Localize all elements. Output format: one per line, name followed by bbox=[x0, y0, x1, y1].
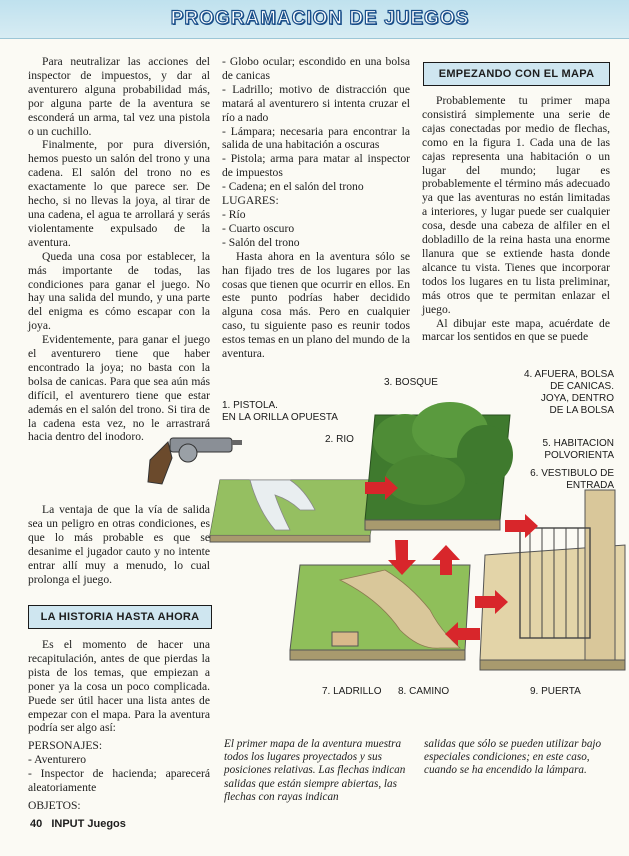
column-2 bbox=[222, 55, 410, 361]
page-title: PROGRAMACION DE JUEGOS bbox=[170, 8, 470, 29]
label-pistola: 1. PISTOLA. bbox=[222, 400, 278, 411]
label-habitacion: 5. HABITACION bbox=[542, 438, 614, 449]
list-heading: LUGARES: bbox=[222, 194, 279, 208]
list-item: - Cadena; en el salón del trono bbox=[222, 180, 364, 194]
label-pistola: EN LA ORILLA OPUESTA bbox=[222, 412, 338, 423]
gate-tile bbox=[480, 490, 625, 670]
label-ladrillo: 7. LADRILLO bbox=[322, 686, 382, 697]
arrow-icon bbox=[505, 514, 538, 538]
paragraph: Es el momento de hacer una recapitulación, antes de que pierdas la pista de los temas, que empiezan a poner ya la cosa un poco complicada. Puede ser útil hacer una lista antes de empezar con el mapa. Para la aventura podría ser algo así: bbox=[28, 638, 210, 735]
list-heading: PERSONAJES: bbox=[28, 739, 103, 753]
list-item: - Lámpara; necesaria para encontrar la salida de una habitación a oscuras bbox=[222, 124, 410, 152]
figure-caption: El primer mapa de la aventura muestra todos los lugares proyectados y sus posiciones relativas. Las flechas indican salidas que están siempre abiertas, las flechas con rayas indican bbox=[224, 738, 406, 803]
paragraph: La ventaja de que la vía de salida sea un peligro en otras condiciones, es que lo más probable es que se desanime el jugador cauto y no intente entrar allí muy a menudo, lo cual prolonga el juego. bbox=[28, 503, 210, 586]
label-rio: 2. RIO bbox=[325, 434, 354, 445]
list-item: - Pistola; arma para matar al inspector de impuestos bbox=[222, 152, 410, 180]
label-afuera: 4. AFUERA, BOLSA bbox=[523, 369, 614, 380]
paragraph: Para neutralizar las acciones del inspector de impuestos, y dar al aventurero alguna probabilidad más, por alguna parte de la aventura se esconderá un arma, tal vez una pistola o un cuchillo. bbox=[28, 55, 210, 138]
label-vestibulo: 6. VESTIBULO DE bbox=[530, 468, 614, 479]
label-afuera: DE LA BOLSA bbox=[549, 405, 614, 416]
label-camino: 8. CAMINO bbox=[398, 686, 450, 697]
paragraph: Hasta ahora en la aventura sólo se han fijado tres de los lugares por las cosas que tienen que ocurrir en ellos. En este punto podrías haber decidido alguna cosa más. Pero en cualquier caso, tu siguiente paso es reunir todos estos temas en un plano del mundo de la aventura. bbox=[222, 249, 410, 361]
paragraph: Finalmente, por pura diversión, hemos puesto un salón del trono y una cadena. El salón del trono no es exactamente lo que parece ser. De hecho, si no llevas la joya, al tirar de una cadena, el agua te arrollará y serás violentamente expulsado de la aventura. bbox=[28, 138, 210, 249]
paragraph: Queda una cosa por establecer, la más importante de todas, las condiciones para ganar el juego. No hay una salida del mundo, y una parte del enigma es cómo escapar con la joya. bbox=[28, 249, 210, 333]
figure-caption-continued: salidas que sólo se pueden utilizar bajo especiales condiciones; en este caso, cuando se ha encendido la lámpara. bbox=[424, 738, 602, 777]
list-item: - Salón del trono bbox=[222, 235, 300, 249]
list-item: - Ladrillo; motivo de distracción que matará al aventurero si intenta cruzar el río a nado bbox=[222, 82, 410, 124]
column-3 bbox=[422, 94, 610, 344]
section-heading-history: LA HISTORIA HASTA AHORA bbox=[28, 605, 212, 629]
label-bosque: 3. BOSQUE bbox=[384, 377, 438, 388]
river-tile bbox=[210, 480, 380, 542]
list-item: - Aventurero bbox=[28, 753, 87, 767]
paragraph: Probablemente tu primer mapa consistirá simplemente una serie de cajas conectadas por medio de flechas, como en la figura 1. Cada una de las cajas representa una habitación o un lugar del mundo; lugar es probablemente el término más adecuado ya que las aventuras no están limitadas a interiores, y lugar puede ser cualquier cosa, desde una cabeza de alfiler en el dobladillo de la reina hasta una enorme llanura que se extiende hasta donde alcance tu vista. Tienes que incorporar todos los lugares en tu lista preliminar, más otros que te permitan enlazar el juego. bbox=[422, 94, 610, 316]
list-heading: OBJETOS: bbox=[28, 798, 81, 812]
grass-tile bbox=[290, 565, 470, 660]
page-footer bbox=[30, 818, 330, 832]
label-afuera: DE CANICAS. bbox=[550, 381, 614, 392]
adventure-map-illustration bbox=[140, 360, 629, 700]
section-heading-map: EMPEZANDO CON EL MAPA bbox=[423, 62, 610, 86]
label-habitacion: POLVORIENTA bbox=[544, 450, 614, 461]
label-afuera: JOYA, DENTRO bbox=[540, 393, 614, 404]
list-item: - Globo ocular; escondido en una bolsa de canicas bbox=[222, 55, 410, 82]
revolver-icon bbox=[148, 438, 242, 484]
list-item: - Cuarto oscuro bbox=[222, 221, 295, 235]
paragraph: Al dibujar este mapa, acuérdate de marcar los sentidos en que se puede bbox=[422, 316, 610, 344]
magazine-name: INPUT Juegos bbox=[51, 818, 126, 830]
brick-icon bbox=[332, 632, 358, 646]
page-number: 40 bbox=[30, 818, 43, 830]
forest-tile bbox=[365, 402, 513, 530]
label-vestibulo: ENTRADA bbox=[566, 480, 614, 491]
paragraph: Evidentemente, para ganar el juego el aventurero tiene que haber encontrado la joya; no basta con la bolsa de canicas. Para que sea aún más difícil, el aventurero tiene que estar además en el salón del trono. Si tira de la cadena esta vez, no le arrastrará hacia dentro del inodoro. bbox=[28, 333, 210, 444]
label-puerta: 9. PUERTA bbox=[530, 686, 581, 697]
list-item: - Inspector de hacienda; aparecerá aleatoriamente bbox=[28, 767, 210, 795]
list-item: - Río bbox=[222, 207, 246, 221]
